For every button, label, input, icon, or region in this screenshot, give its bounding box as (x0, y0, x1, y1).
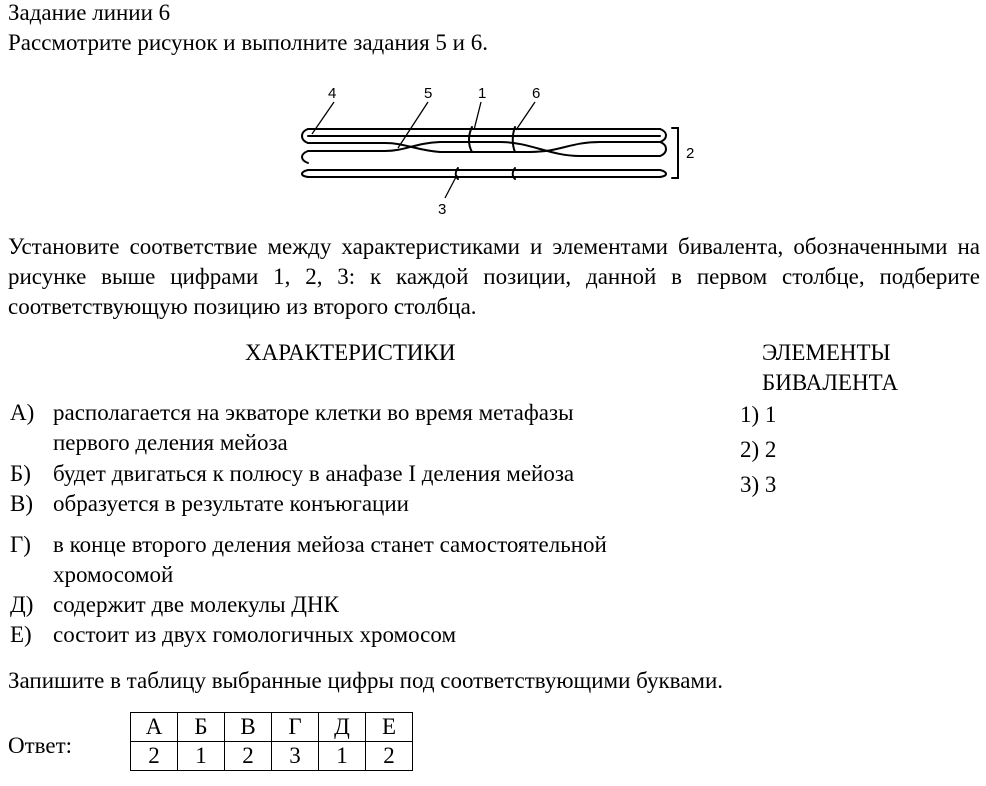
list-item-letter: Б) (10, 461, 31, 486)
list-item-continuation: хромосомой (53, 562, 174, 587)
answer-values-row (131, 742, 413, 771)
figure-label-2: 2 (686, 145, 695, 162)
answer-value-cell[interactable]: 1 (178, 742, 225, 771)
answer-label: Ответ: (8, 733, 73, 758)
list-item: состоит из двух гомологичных хромосом (53, 622, 457, 647)
element-item-2: 2) 2 (740, 437, 777, 462)
list-item: будет двигаться к полюсу в анафазе I деления мейоза (53, 461, 575, 486)
task-title: Задание линии 6 (8, 0, 171, 25)
figure-label-4: 4 (328, 85, 337, 102)
answer-letter: Г (272, 713, 319, 742)
element-item-1: 1) 1 (740, 402, 777, 427)
answer-letter: Б (178, 713, 225, 742)
bivalent-figure (300, 80, 720, 220)
figure-label-5: 5 (424, 85, 433, 102)
figure-label-6: 6 (532, 85, 541, 102)
list-item-continuation: первого деления мейоза (53, 430, 288, 455)
elements-header-line2: БИВАЛЕНТА (762, 370, 899, 395)
answer-value-cell[interactable]: 2 (366, 742, 413, 771)
list-item: располагается на экваторе клетки во время метафазы (53, 400, 574, 425)
answer-value-cell[interactable]: 2 (225, 742, 272, 771)
answer-letter: В (225, 713, 272, 742)
elements-header-line1: ЭЛЕМЕНТЫ (762, 340, 891, 365)
answer-value-cell[interactable]: 1 (319, 742, 366, 771)
list-item: содержит две молекулы ДНК (53, 592, 339, 617)
list-item: в конце второго деления мейоза станет самостоятельной (53, 532, 607, 557)
answer-value-cell[interactable]: 3 (272, 742, 319, 771)
list-item-letter: Д) (10, 592, 34, 617)
answer-value-cell[interactable]: 2 (131, 742, 178, 771)
chromatid-strands (302, 127, 678, 179)
answer-letter: Е (366, 713, 413, 742)
task-subtitle: Рассмотрите рисунок и выполните задания 5 и 6. (8, 30, 488, 55)
answer-letters-row (131, 713, 413, 742)
instruction-paragraph: Установите соответствие между характеристиками и элементами бивалента, обозначенными на рисунке выше цифрами 1, 2, 3: к каждой позиции, данной в первом столбце, подберите соответствующую позицию из второго столбца. (8, 234, 980, 319)
figure-label-3: 3 (438, 201, 447, 218)
list-item-letter: А) (10, 400, 35, 425)
answer-letter: Д (319, 713, 366, 742)
figure-label-1: 1 (478, 85, 487, 102)
answer-letter: А (131, 713, 178, 742)
element-item-3: 3) 3 (740, 472, 777, 497)
footer-instruction: Запишите в таблицу выбранные цифры под соответствующими буквами. (8, 668, 724, 693)
characteristics-header: ХАРАКТЕРИСТИКИ (245, 340, 456, 365)
answer-table (130, 712, 413, 771)
list-item-letter: Г) (10, 532, 31, 557)
list-item-letter: Е) (10, 622, 32, 647)
list-item-letter: В) (10, 491, 33, 516)
list-item: образуется в результате конъюгации (53, 491, 409, 516)
